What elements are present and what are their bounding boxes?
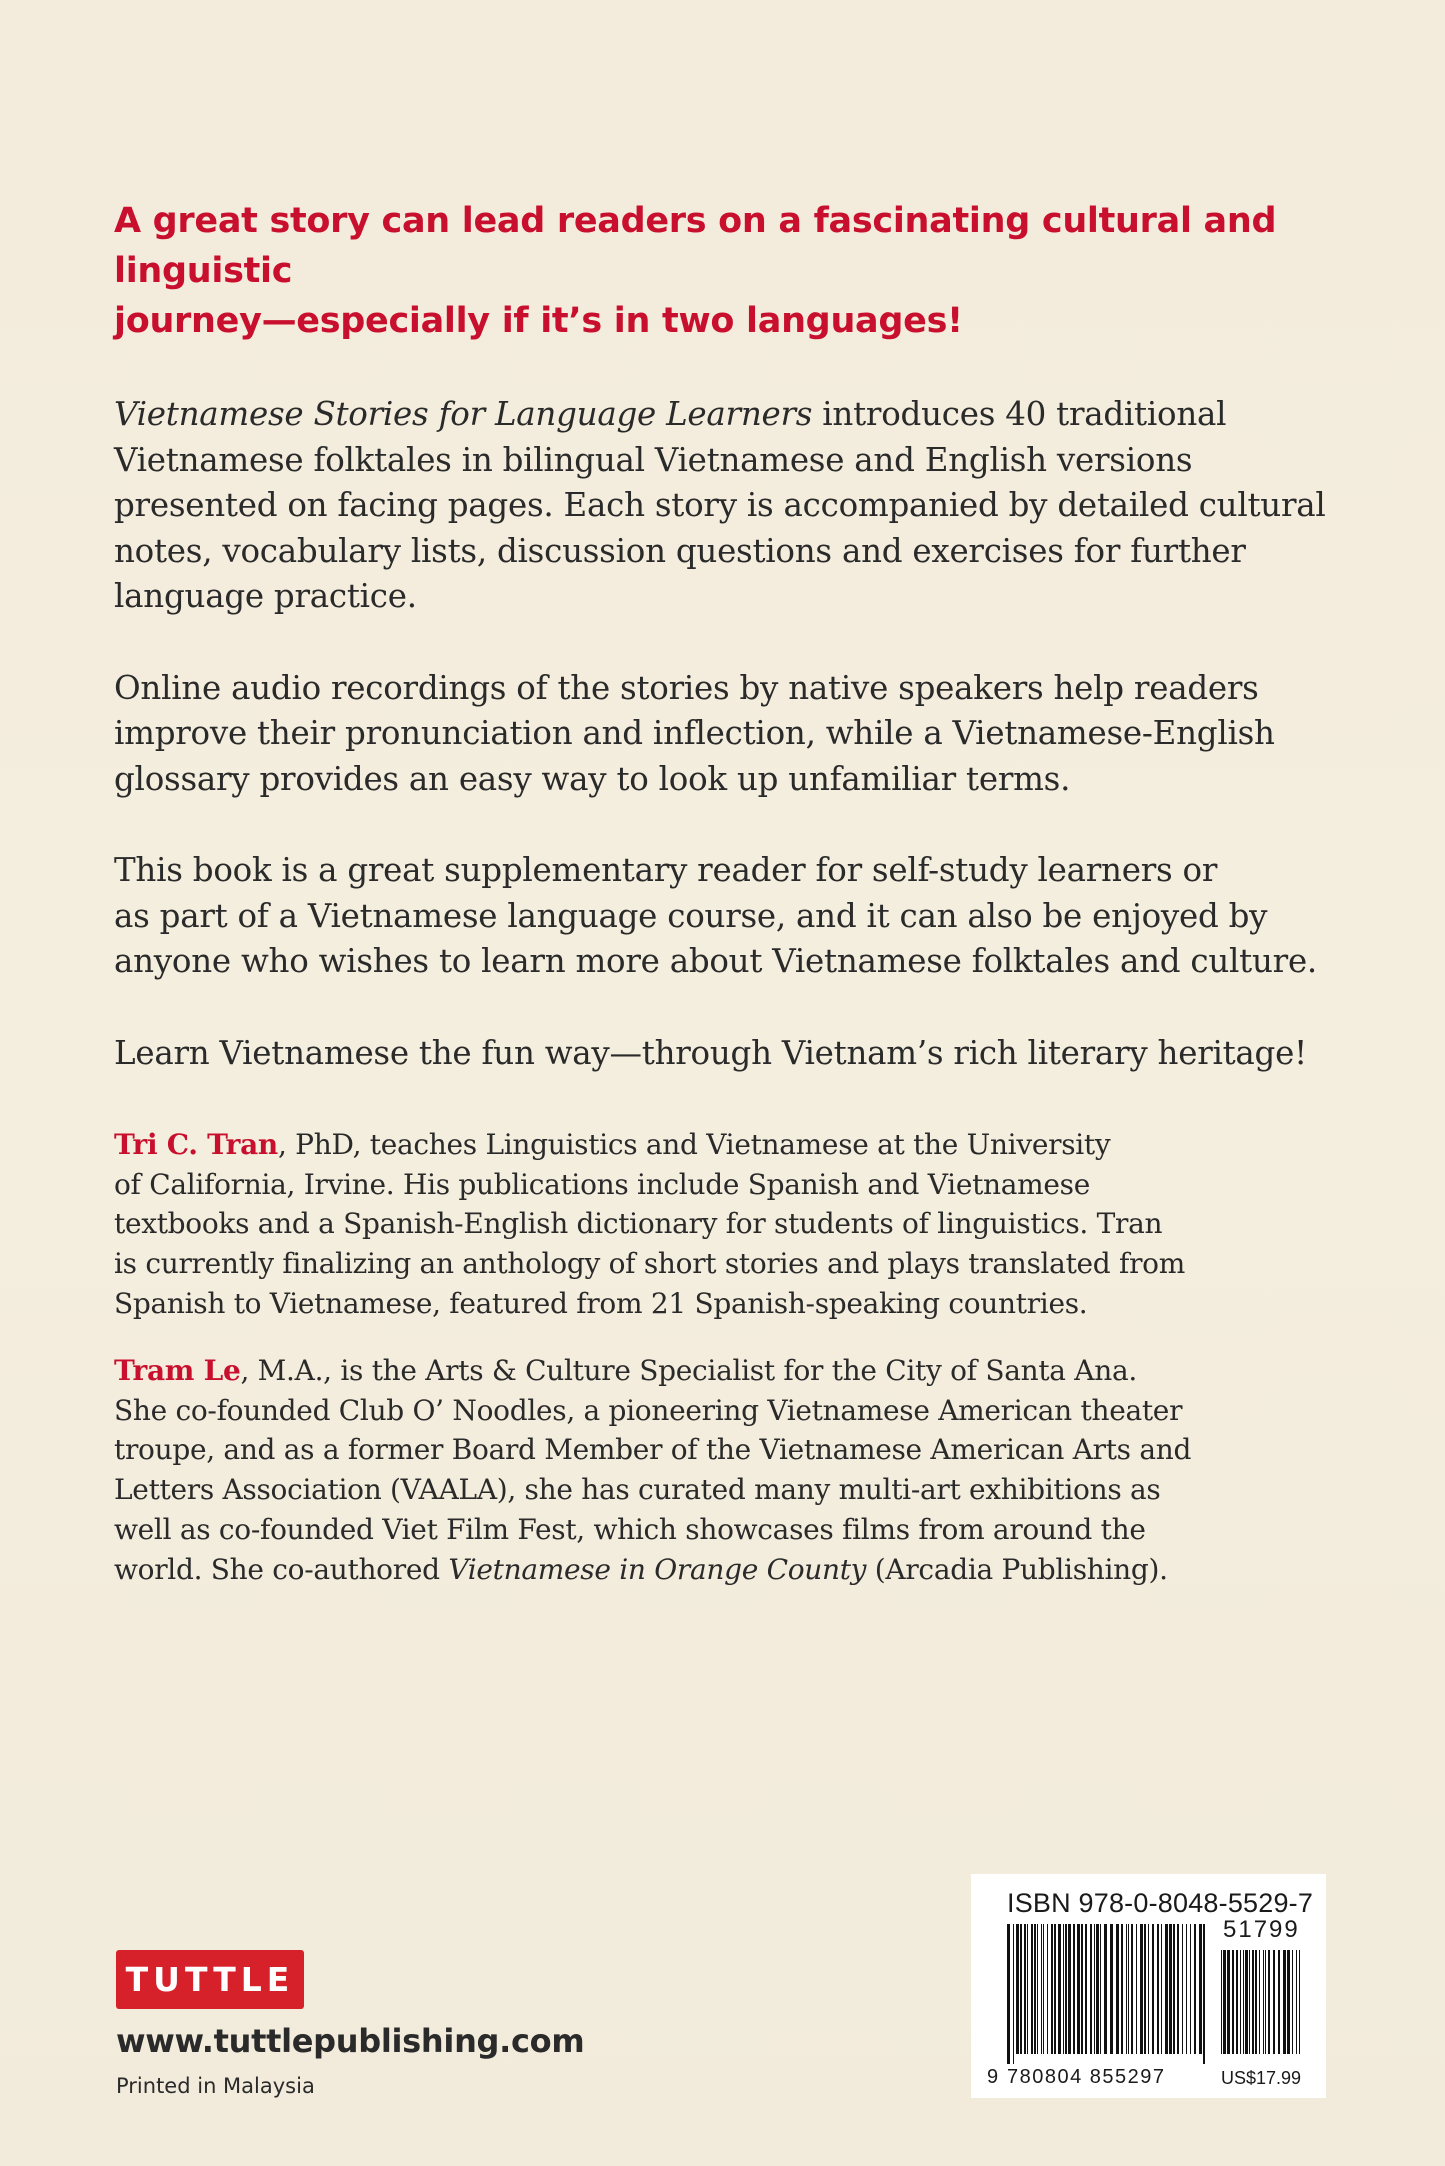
barcode-bar <box>1085 1924 1087 2054</box>
author-name-tran: Tri C. Tran <box>114 1128 278 1161</box>
barcode-bar <box>1063 1924 1064 2054</box>
bio2-line-6-end: (Arcadia Publishing). <box>866 1552 1168 1586</box>
audio-line-1: Online audio recordings of the stories by native speakers help readers <box>114 668 1259 707</box>
supplement-line-2: as part of a Vietnamese language course, and it can also be enjoyed by <box>114 896 1268 935</box>
barcode-bar <box>1221 1950 1222 2054</box>
barcode-bar <box>1148 1924 1149 2054</box>
supplement-line-3: anyone who wishes to learn more about Vietnamese folktales and culture. <box>114 942 1318 980</box>
bio1-line-3: textbooks and a Spanish-English dictionary for students of linguistics. Tran <box>114 1207 1163 1241</box>
author-name-le: Tram Le <box>114 1354 241 1387</box>
bio1-line-1: , PhD, teaches Linguistics and Vietnamese at the University <box>277 1128 1111 1161</box>
audio-paragraph <box>114 666 1344 803</box>
barcode-bar <box>1081 1924 1083 2054</box>
headline-line-2: journey—especially if it’s in two languages! <box>114 301 963 341</box>
barcode-bar <box>1278 1950 1280 2054</box>
headline-line-1: A great story can lead readers on a fascinating cultural and linguistic <box>114 201 1277 291</box>
barcode-bar <box>1186 1924 1187 2054</box>
barcode-bar <box>1252 1950 1254 2054</box>
barcode-bar <box>1157 1924 1159 2054</box>
barcode-bar <box>1104 1924 1107 2054</box>
isbn-text: ISBN 978-0-8048-5529-7 <box>1007 1888 1314 1918</box>
author-bio-tran <box>114 1125 1314 1324</box>
barcode-bar <box>1121 1924 1123 2054</box>
barcode-bar <box>1128 1924 1129 2054</box>
barcode-bar <box>1094 1924 1095 2054</box>
bio2-line-5: well as co-founded Viet Film Fest, which showcases films from around the <box>114 1512 1146 1546</box>
tuttle-logo <box>116 1950 304 2009</box>
intro-line-2: Vietnamese folktales in bilingual Vietnamese and English versions <box>114 440 1193 479</box>
barcode-bar <box>1140 1924 1143 2054</box>
barcode-bar <box>1223 1950 1226 2054</box>
barcode-bar <box>1031 1924 1033 2054</box>
barcode-bar <box>1024 1924 1026 2054</box>
barcode-bar <box>1236 1950 1238 2054</box>
price: US$17.99 <box>1221 2068 1302 2088</box>
ean-lead-digit: 9 <box>987 2066 999 2088</box>
barcode-bars <box>1007 1924 1207 2064</box>
audio-line-3: glossary provides an easy way to look up unfamiliar terms. <box>114 759 1071 798</box>
barcode-bar <box>1232 1950 1234 2054</box>
intro-paragraph <box>114 392 1344 620</box>
ean-digits: 780804 855297 <box>1007 2066 1166 2088</box>
intro-line-1: introduces 40 traditional <box>812 395 1227 433</box>
bio2-line-3: troupe, and as a former Board Member of the Vietnamese American Arts and <box>114 1433 1192 1467</box>
addon-digits: 51799 <box>1223 1916 1300 1943</box>
barcode-bar <box>1296 1950 1297 2054</box>
barcode-bar <box>1144 1924 1146 2054</box>
barcode-bar <box>1263 1950 1264 2054</box>
tuttle-logo-text: TUTTLE <box>125 1960 295 1999</box>
barcode-bar <box>1037 1924 1038 2054</box>
barcode-bar <box>1177 1924 1179 2054</box>
barcode-bar <box>1027 1924 1028 2054</box>
main-copy <box>114 196 1344 1122</box>
barcode-bar <box>1047 1924 1048 2054</box>
bio2-line-6-start: world. She co-authored <box>114 1552 449 1586</box>
barcode-bar <box>1016 1924 1019 2054</box>
isbn-barcode <box>971 1874 1326 2098</box>
audio-line-2: improve their pronunciation and inflection, while a Vietnamese-English <box>114 714 1275 752</box>
barcode-bar <box>1199 1924 1202 2054</box>
barcode-bar <box>1065 1924 1067 2054</box>
barcode-bar <box>1096 1924 1099 2054</box>
barcode-bar <box>1259 1950 1260 2054</box>
barcode-bar <box>1292 1950 1293 2054</box>
barcode-bar <box>1255 1950 1257 2054</box>
barcode-bar <box>1077 1924 1080 2054</box>
barcode-bar <box>1287 1950 1290 2054</box>
book-title: Vietnamese Stories for Language Learners <box>114 395 813 433</box>
barcode-bar <box>1041 1924 1042 2054</box>
barcode-bar <box>1203 1924 1205 2064</box>
barcode-bar <box>1152 1924 1154 2054</box>
addon-barcode-bars <box>1221 1950 1303 2064</box>
barcode-bar <box>1243 1950 1244 2054</box>
barcode-bar <box>1194 1924 1196 2054</box>
barcode-bar <box>1190 1924 1191 2054</box>
barcode-bar <box>1051 1924 1053 2054</box>
barcode-bar <box>1058 1924 1061 2054</box>
barcode-bar <box>1249 1950 1250 2054</box>
publisher-website: www.tuttlepublishing.com <box>116 2022 585 2060</box>
barcode-bar <box>1165 1924 1168 2054</box>
headline <box>114 196 1344 346</box>
tagline: Learn Vietnamese the fun way—through Vietnam’s rich literary heritage! <box>114 1033 1307 1072</box>
bio1-line-4: is currently finalizing an anthology of short stories and plays translated from <box>114 1247 1185 1281</box>
barcode-bar <box>1068 1924 1071 2054</box>
intro-line-4: notes, vocabulary lists, discussion questions and exercises for further <box>114 531 1246 570</box>
barcode-bar <box>1161 1924 1162 2054</box>
bio2-book-title: Vietnamese in Orange County <box>448 1552 867 1586</box>
barcode-bar <box>1273 1950 1275 2054</box>
barcode-bar <box>1007 1924 1010 2064</box>
barcode-bar <box>1240 1950 1241 2054</box>
printed-in: Printed in Malaysia <box>116 2074 315 2098</box>
barcode-bar <box>1227 1950 1230 2054</box>
barcode-bar <box>1100 1924 1101 2054</box>
barcode-bar <box>1116 1924 1119 2054</box>
barcode-bar <box>1131 1924 1133 2054</box>
barcode-bar <box>1043 1924 1044 2054</box>
barcode-bar <box>1110 1924 1113 2054</box>
intro-line-3: presented on facing pages. Each story is accompanied by detailed cultural <box>114 486 1326 524</box>
supplement-line-1: This book is a great supplementary reader for self-study learners or <box>114 851 1218 889</box>
bio2-line-4: Letters Association (VAALA), she has curated many multi-art exhibitions as <box>114 1473 1161 1507</box>
author-bio-le <box>114 1351 1314 1589</box>
barcode-bar <box>1034 1924 1036 2054</box>
barcode-bar <box>1073 1924 1075 2054</box>
supplement-paragraph <box>114 848 1344 985</box>
barcode-bar <box>1054 1924 1056 2054</box>
bio2-line-1: , M.A., is the Arts & Culture Specialist for the City of Santa Ana. <box>240 1354 1137 1387</box>
barcode-bar <box>1283 1950 1286 2054</box>
bio1-line-2: of California, Irvine. His publications include Spanish and Vietnamese <box>114 1167 1091 1201</box>
barcode-bar <box>1020 1924 1022 2054</box>
barcode-bar <box>1265 1950 1266 2054</box>
barcode-bar <box>1182 1924 1183 2054</box>
barcode-bar <box>1126 1924 1127 2054</box>
bio1-line-5: Spanish to Vietnamese, featured from 21 Spanish-speaking countries. <box>114 1286 1088 1320</box>
barcode-bar <box>1136 1924 1137 2054</box>
barcode-bar <box>1268 1950 1270 2054</box>
bio2-line-2: She co-founded Club O’ Noodles, a pioneering Vietnamese American theater <box>114 1393 1183 1427</box>
barcode-bar <box>1245 1950 1248 2054</box>
intro-line-5: language practice. <box>114 577 417 615</box>
barcode-bar <box>1299 1950 1300 2054</box>
barcode-bar <box>1090 1924 1092 2054</box>
barcode-bar <box>1169 1924 1172 2054</box>
barcode-bar <box>1013 1924 1014 2064</box>
barcode-bar <box>1173 1924 1175 2054</box>
